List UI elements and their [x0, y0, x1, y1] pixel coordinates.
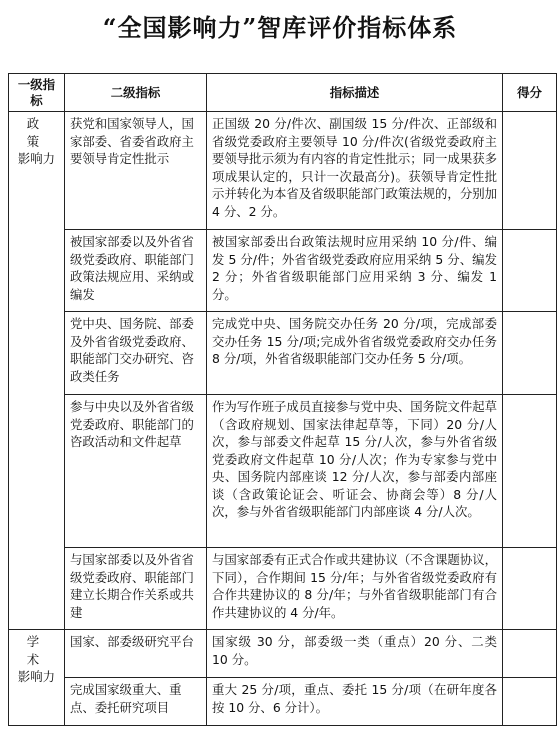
level2-indicator: 国家、部委级研究平台 — [65, 630, 207, 678]
level1-label-line2: 影响力 — [17, 151, 56, 166]
level1-label-line1: 学 术 — [26, 634, 47, 667]
table-row — [9, 678, 557, 726]
indicator-description: 作为写作班子成员直接参与党中央、国务院文件起草（含政府规划、国家法律起草等，下同）20 分/人次，参与部委文件起草 15 分/人次，参与外省省级党委政府文件起草 10 分/人次；作为专家参与党中央、国务院内部座谈 12 分/人次，参与部委内部座谈（含政策论证会、听证会、协商会等）8 分/人次，参与外省省级职能部门内部座谈 4 分/人次。 — [207, 395, 503, 548]
score-cell[interactable] — [503, 230, 557, 312]
score-cell[interactable] — [503, 630, 557, 678]
indicator-description: 完成党中央、国务院交办任务 20 分/项，完成部委交办任务 15 分/项;完成外省省级党委政府交办任务 8 分/项，外省省级职能部门交办任务 5 分/项。 — [207, 312, 503, 395]
indicator-description: 与国家部委有正式合作或共建协议（不含课题协议，下同），合作期间 15 分/年；与外省省级党委政府有合作共建协议的 8 分/年；与外省省级职能部门有合作共建协议的 4 分/年。 — [207, 548, 503, 630]
score-cell[interactable] — [503, 312, 557, 395]
table-header-row — [9, 74, 557, 112]
indicator-description: 重大 25 分/项，重点、委托 15 分/项（在研年度各按 10 分、6 分计）。 — [207, 678, 503, 726]
table-row — [9, 312, 557, 395]
score-cell[interactable] — [503, 548, 557, 630]
level1-academic-influence — [9, 630, 65, 726]
indicator-description: 国家级 30 分，部委级一类（重点）20 分、二类 10 分。 — [207, 630, 503, 678]
level2-indicator: 完成国家级重大、重点、委托研究项目 — [65, 678, 207, 726]
header-level2: 二级指标 — [65, 74, 207, 112]
level2-indicator: 与国家部委以及外省省级党委政府、职能部门建立长期合作关系或共建 — [65, 548, 207, 630]
level2-indicator: 被国家部委以及外省省级党委政府、职能部门政策法规应用、采纳或编发 — [65, 230, 207, 312]
page-title: “全国影响力”智库评价指标体系 — [102, 13, 458, 42]
level1-policy-influence — [9, 112, 65, 630]
header-level1: 一级指标 — [9, 74, 65, 112]
score-cell[interactable] — [503, 112, 557, 230]
table-row — [9, 112, 557, 230]
table-row — [9, 230, 557, 312]
level2-indicator: 参与中央以及外省省级党委政府、职能部门的咨政活动和文件起草 — [65, 395, 207, 548]
header-score: 得分 — [503, 74, 557, 112]
level2-indicator: 获党和国家领导人，国家部委、省委省政府主要领导肯定性批示 — [65, 112, 207, 230]
table-row — [9, 630, 557, 678]
table-row — [9, 395, 557, 548]
table-row — [9, 548, 557, 630]
score-cell[interactable] — [503, 395, 557, 548]
indicator-description: 被国家部委出台政策法规时应用采纳 10 分/件、编发 5 分/件；外省省级党委政府应用采纳 5 分、编发 2 分；外省省级职能部门应用采纳 3 分、编发 1 分。 — [207, 230, 503, 312]
evaluation-index-table — [8, 73, 557, 726]
indicator-description: 正国级 20 分/件次、副国级 15 分/件次、正部级和省级党委政府主要领导 10 分/件次(省级党委政府主要领导批示须为有内容的肯定性批示；同一成果获多项成果认定的，只计一次最高分)。获领导肯定性批示并转化为本省及省级职能部门政策法规的，分别加 4 分、2 分。 — [207, 112, 503, 230]
header-description: 指标描述 — [207, 74, 503, 112]
score-cell[interactable] — [503, 678, 557, 726]
level2-indicator: 党中央、国务院、部委及外省省级党委政府、职能部门交办研究、咨政类任务 — [65, 312, 207, 395]
level1-label-line1: 政 策 — [26, 116, 47, 149]
level1-label-line2: 影响力 — [17, 669, 56, 684]
